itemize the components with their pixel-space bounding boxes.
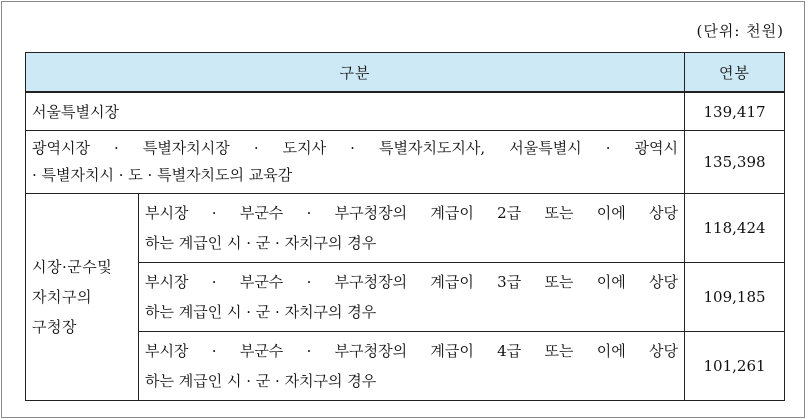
- row-salary: 101,261: [685, 332, 785, 401]
- subrow-label-line: 하는 계급인 시 · 군 · 자치구의 경우: [145, 372, 377, 390]
- header-row: [26, 53, 785, 93]
- table-row: [26, 92, 785, 131]
- table-row: [26, 194, 785, 263]
- table-row: [26, 332, 785, 401]
- group-label-line: 구청장: [32, 318, 77, 336]
- subrow-label-line: 부시장 · 부군수 · 부구청장의 계급이 2급 또는 이에 상당: [145, 204, 679, 222]
- row-salary: 118,424: [685, 194, 785, 263]
- row-label-line: 광역시장 · 특별자치시장 · 도지사 · 특별자치도지사, 서울특별시 · 광역시: [32, 139, 679, 157]
- unit-label: (단위: 천원): [696, 22, 784, 40]
- subrow-label-line: 부시장 · 부군수 · 부구청장의 계급이 4급 또는 이에 상당: [145, 342, 679, 360]
- row-salary: 109,185: [685, 263, 785, 332]
- table-row: [26, 131, 785, 194]
- subrow-label-line: 하는 계급인 시 · 군 · 자치구의 경우: [145, 234, 377, 252]
- subrow-label: [139, 332, 685, 401]
- group-label-line: 시장·군수및: [32, 258, 113, 276]
- subrow-label: [139, 263, 685, 332]
- subrow-label-line: 부시장 · 부군수 · 부구청장의 계급이 3급 또는 이에 상당: [145, 273, 679, 291]
- table-row: [26, 263, 785, 332]
- subrow-label-line: 하는 계급인 시 · 군 · 자치구의 경우: [145, 303, 377, 321]
- row-salary: 135,398: [685, 131, 785, 194]
- group-label-line: 자치구의: [32, 288, 92, 306]
- row-label-seoul-mayor: 서울특별시장: [26, 92, 685, 131]
- salary-table: [25, 52, 785, 401]
- row-label-line: · 특별자치시 · 도 · 특별자치도의 교육감: [32, 166, 293, 184]
- row-label-metro-heads: [26, 131, 685, 194]
- header-salary: 연봉: [685, 53, 785, 93]
- subrow-label: [139, 194, 685, 263]
- row-salary: 139,417: [685, 92, 785, 131]
- group-label-mayors-governors: [26, 194, 139, 401]
- header-category: 구분: [26, 53, 685, 93]
